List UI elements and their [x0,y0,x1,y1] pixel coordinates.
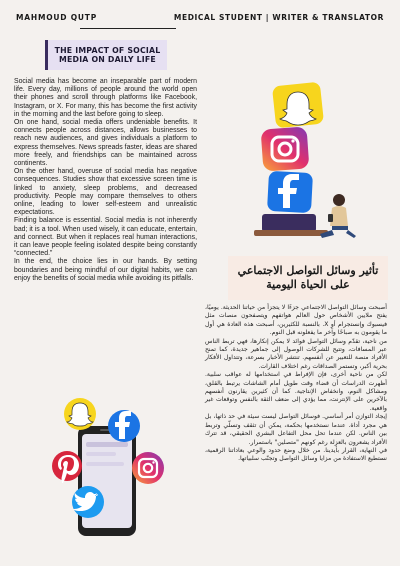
instagram-icon [132,452,164,484]
instagram-icon [261,126,310,171]
english-paragraph: In the end, the choice lies in our hands. By setting boundaries and being mindful of our digital habits, we can enjoy the benefits of social media while avoiding its pitfalls. [14,258,197,282]
english-paragraph: Social media has become an inseparable part of modern life. Every day, millions of people around the world open their phones and scroll through platforms like Facebook, Instagram, or X. For many, this has become the first activity in the morning and the last before going to sleep. [14,78,197,118]
arabic-title: تأثير وسائل التواصل الاجتماعي على الحياة اليومية [237,264,379,291]
social-stack-illustration [232,80,382,250]
arabic-paragraph: لكن من ناحية أخرى، فإن الإفراط في استخدامها له عواقب سلبية. أظهرت الدراسات أن قضاء وقت طويل أمام الشاشات يرتبط بالقلق، ومشاكل النوم، وانخفاض الإنتاجية. كما أن كثيرين يقارنون أنفسهم بالآخرين على الإنترنت، مما يؤدي إلى ضعف الثقة بالنفس وتوقعات غير واقعية. [205,371,387,412]
snapchat-icon [272,82,324,129]
arabic-paragraph: في النهاية، القرار بأيدينا. من خلال وضع حدود والوعي بعاداتنا الرقمية، نستطيع الاستفادة من مزايا وسائل التواصل وتجنّب سلبياتها. [205,446,387,463]
arabic-paragraph: أصبحت وسائل التواصل الاجتماعي جزءًا لا يتجزأ من حياتنا الحديثة. يوميًا، يفتح ملايين الأشخاص حول العالم هواتفهم ويتصفحون منصات مثل فيسبوك وإنستجرام أو X. بالنسبة للكثيرين، أصبحت هذه العادة هي أول ما يقومون به صباحًا وآخر ما يفعلونه قبل النوم. [205,304,387,337]
english-article [14,78,197,283]
english-title: THE IMPACT OF SOCIAL MEDIA ON DAILY LIFE [54,45,161,64]
facebook-icon [108,410,140,442]
english-paragraph: Finding balance is essential. Social media is not inherently bad; it is a tool. When used wisely, it can educate, entertain, and connect. But when it replaces real human interactions, it can leave people feeling isolated despite being constantly “connected.” [14,217,197,258]
phone-social-illustration [50,392,180,552]
arabic-article [205,304,387,464]
facebook-icon [267,171,313,213]
snapchat-icon [64,398,96,430]
english-paragraph: On one hand, social media offers undeniable benefits. It connects people across distances, allows businesses to reach new audiences, and gives individuals a platform to express themselves. News spreads faster, ideas are shared more freely, and friendships can be maintained across continents. [14,119,197,168]
phone-icon [78,426,136,536]
header-divider-left [80,28,176,29]
author-name: MAHMOUD QUTP [16,13,97,22]
twitter-icon [72,486,104,518]
pedestal-base [254,230,328,236]
author-role: MEDICAL STUDENT | WRITER & TRANSLATOR [173,13,384,22]
english-title-box [45,40,167,70]
arabic-title-box [228,256,388,300]
english-paragraph: On the other hand, overuse of social media has negative consequences. Studies show that excessive screen time is linked to anxiety, sleep problems, and decreased productivity. People may compare themselves to others online, leading to lower self-esteem and unrealistic expectations. [14,168,197,217]
pedestal-block [262,214,316,232]
arabic-paragraph: من ناحية، تقدّم وسائل التواصل فوائد لا يمكن إنكارها، فهي تربط الناس عبر المسافات، وتتيح للشركات الوصول إلى جماهير جديدة، كما تمنح الأفراد منصة للتعبير عن أنفسهم. تنتشر الأخبار بسرعة، وتتداول الأفكار بحرية أكبر، وتستمر الصداقات رغم اختلاف القارات. [205,337,387,370]
pinterest-icon [52,451,82,483]
page-header [0,0,400,36]
arabic-paragraph: إيجاد التوازن أمر أساسي. فوسائل التواصل ليست سيئة في حد ذاتها، بل هي مجرد أداة. عندما نستخدمها بحكمة، يمكن أن تثقف وتسلّي وتربط بين الناس. لكن عندما تحل محل التفاعل البشري الحقيقي، قد تترك الأفراد يشعرون بالعزلة رغم كونهم "متصلين" باستمرار. [205,413,387,446]
